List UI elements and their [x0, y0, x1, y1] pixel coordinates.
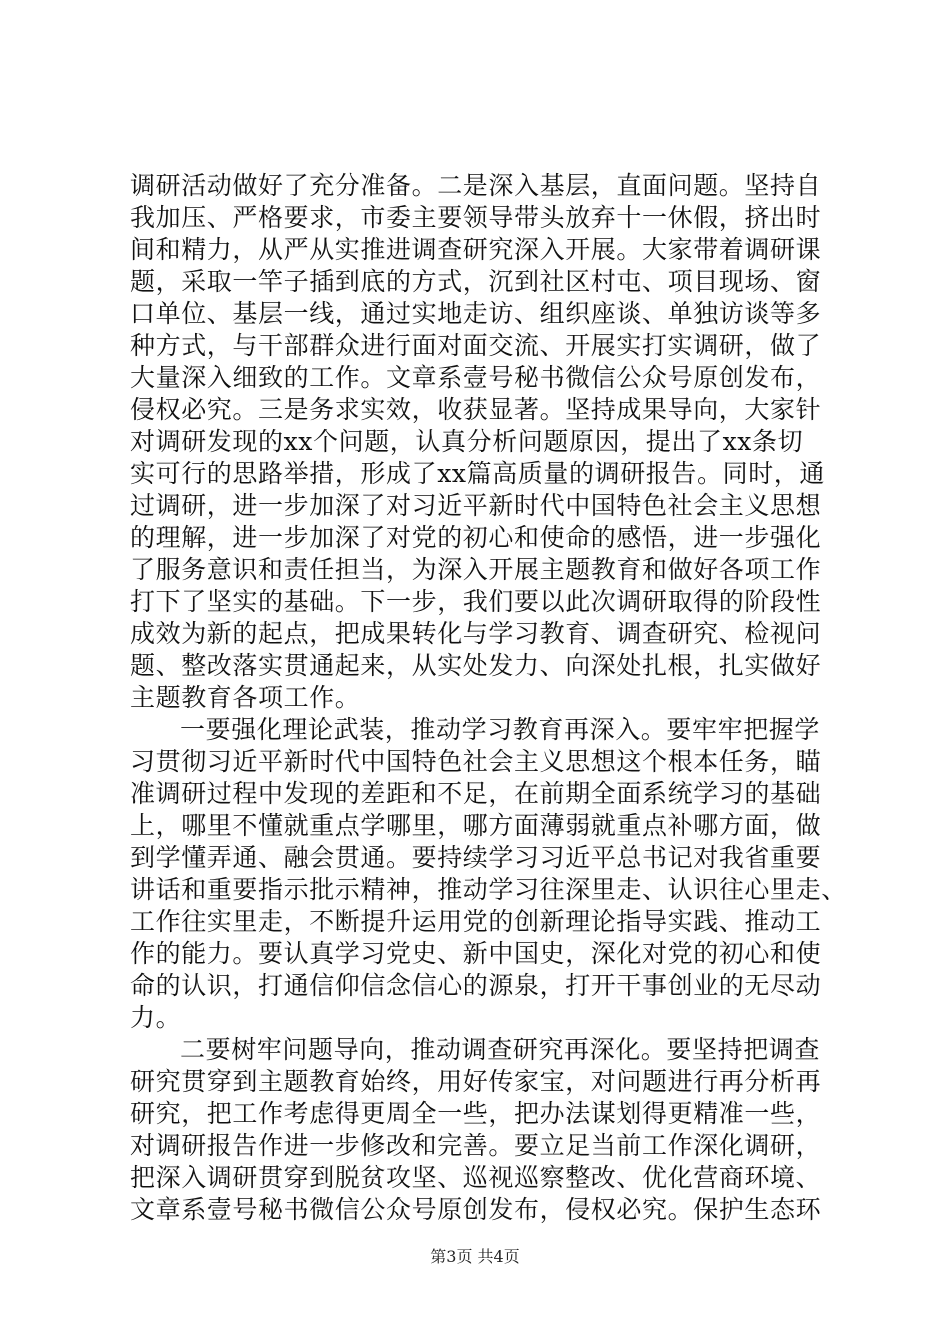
text-line: 准调研过程中发现的差距和不足，在前期全面系统学习的基础 — [130, 779, 822, 808]
text-line: 文章系壹号秘书微信公众号原创发布，侵权必究。保护生态环 — [130, 1195, 822, 1224]
text-line: 主题教育各项工作。 — [130, 683, 361, 712]
text-line: 种方式，与干部群众进行面对面交流、开展实打实调研，做了 — [130, 331, 822, 360]
text-line: 把深入调研贯穿到脱贫攻坚、巡视巡察整改、优化营商环境、 — [130, 1163, 822, 1192]
text-line: 题，采取一竿子插到底的方式，沉到社区村屯、项目现场、窗 — [130, 267, 822, 296]
text-line: 作的能力。要认真学习党史、新中国史，深化对党的初心和使 — [130, 939, 822, 968]
text-line: 对调研发现的xx个问题，认真分析问题原因，提出了xx条切 — [130, 427, 804, 456]
text-line: 实可行的思路举措，形成了xx篇高质量的调研报告。同时，通 — [130, 459, 826, 488]
text-line: 侵权必究。三是务求实效，收获显著。坚持成果导向，大家针 — [130, 395, 822, 424]
text-line: 过调研，进一步加深了对习近平新时代中国特色社会主义思想 — [130, 491, 822, 520]
text-line: 上，哪里不懂就重点学哪里，哪方面薄弱就重点补哪方面，做 — [130, 811, 822, 840]
text-line: 的理解，进一步加深了对党的初心和使命的感悟，进一步强化 — [130, 523, 822, 552]
text-line: 大量深入细致的工作。文章系壹号秘书微信公众号原创发布， — [130, 363, 822, 392]
paragraph-start-line: 一要强化理论武装，推动学习教育再深入。要牢牢把握学 — [180, 715, 821, 744]
text-line: 研究贯穿到主题教育始终，用好传家宝，对问题进行再分析再 — [130, 1067, 822, 1096]
text-line: 我加压、严格要求，市委主要领导带头放弃十一休假，挤出时 — [130, 203, 822, 232]
text-line: 间和精力，从严从实推进调查研究深入开展。大家带着调研课 — [130, 235, 822, 264]
text-line: 习贯彻习近平新时代中国特色社会主义思想这个根本任务，瞄 — [130, 747, 822, 776]
text-line: 讲话和重要指示批示精神，推动学习往深里走、认识往心里走、 — [130, 875, 847, 904]
text-line: 打下了坚实的基础。下一步，我们要以此次调研取得的阶段性 — [130, 587, 822, 616]
text-line: 调研活动做好了充分准备。二是深入基层，直面问题。坚持自 — [130, 171, 822, 200]
body-text — [130, 170, 847, 1226]
text-line: 命的认识，打通信仰信念信心的源泉，打开干事创业的无尽动 — [130, 971, 822, 1000]
text-line: 到学懂弄通、融会贯通。要持续学习习近平总书记对我省重要 — [130, 843, 822, 872]
text-line: 对调研报告作进一步修改和完善。要立足当前工作深化调研， — [130, 1131, 822, 1160]
text-line: 研究，把工作考虑得更周全一些，把办法谋划得更精准一些， — [130, 1099, 822, 1128]
text-line: 题、整改落实贯通起来，从实处发力、向深处扎根，扎实做好 — [130, 651, 822, 680]
text-line: 力。 — [130, 1003, 182, 1032]
page-footer: 第3页 共4页 — [430, 1247, 520, 1266]
text-line: 口单位、基层一线，通过实地走访、组织座谈、单独访谈等多 — [130, 299, 822, 328]
text-line: 工作往实里走，不断提升运用党的创新理论指导实践、推动工 — [130, 907, 822, 936]
text-line: 了服务意识和责任担当，为深入开展主题教育和做好各项工作 — [130, 555, 822, 584]
paragraph-start-line: 二要树牢问题导向，推动调查研究再深化。要坚持把调查 — [180, 1035, 821, 1064]
text-line: 成效为新的起点，把成果转化与学习教育、调查研究、检视问 — [130, 619, 822, 648]
